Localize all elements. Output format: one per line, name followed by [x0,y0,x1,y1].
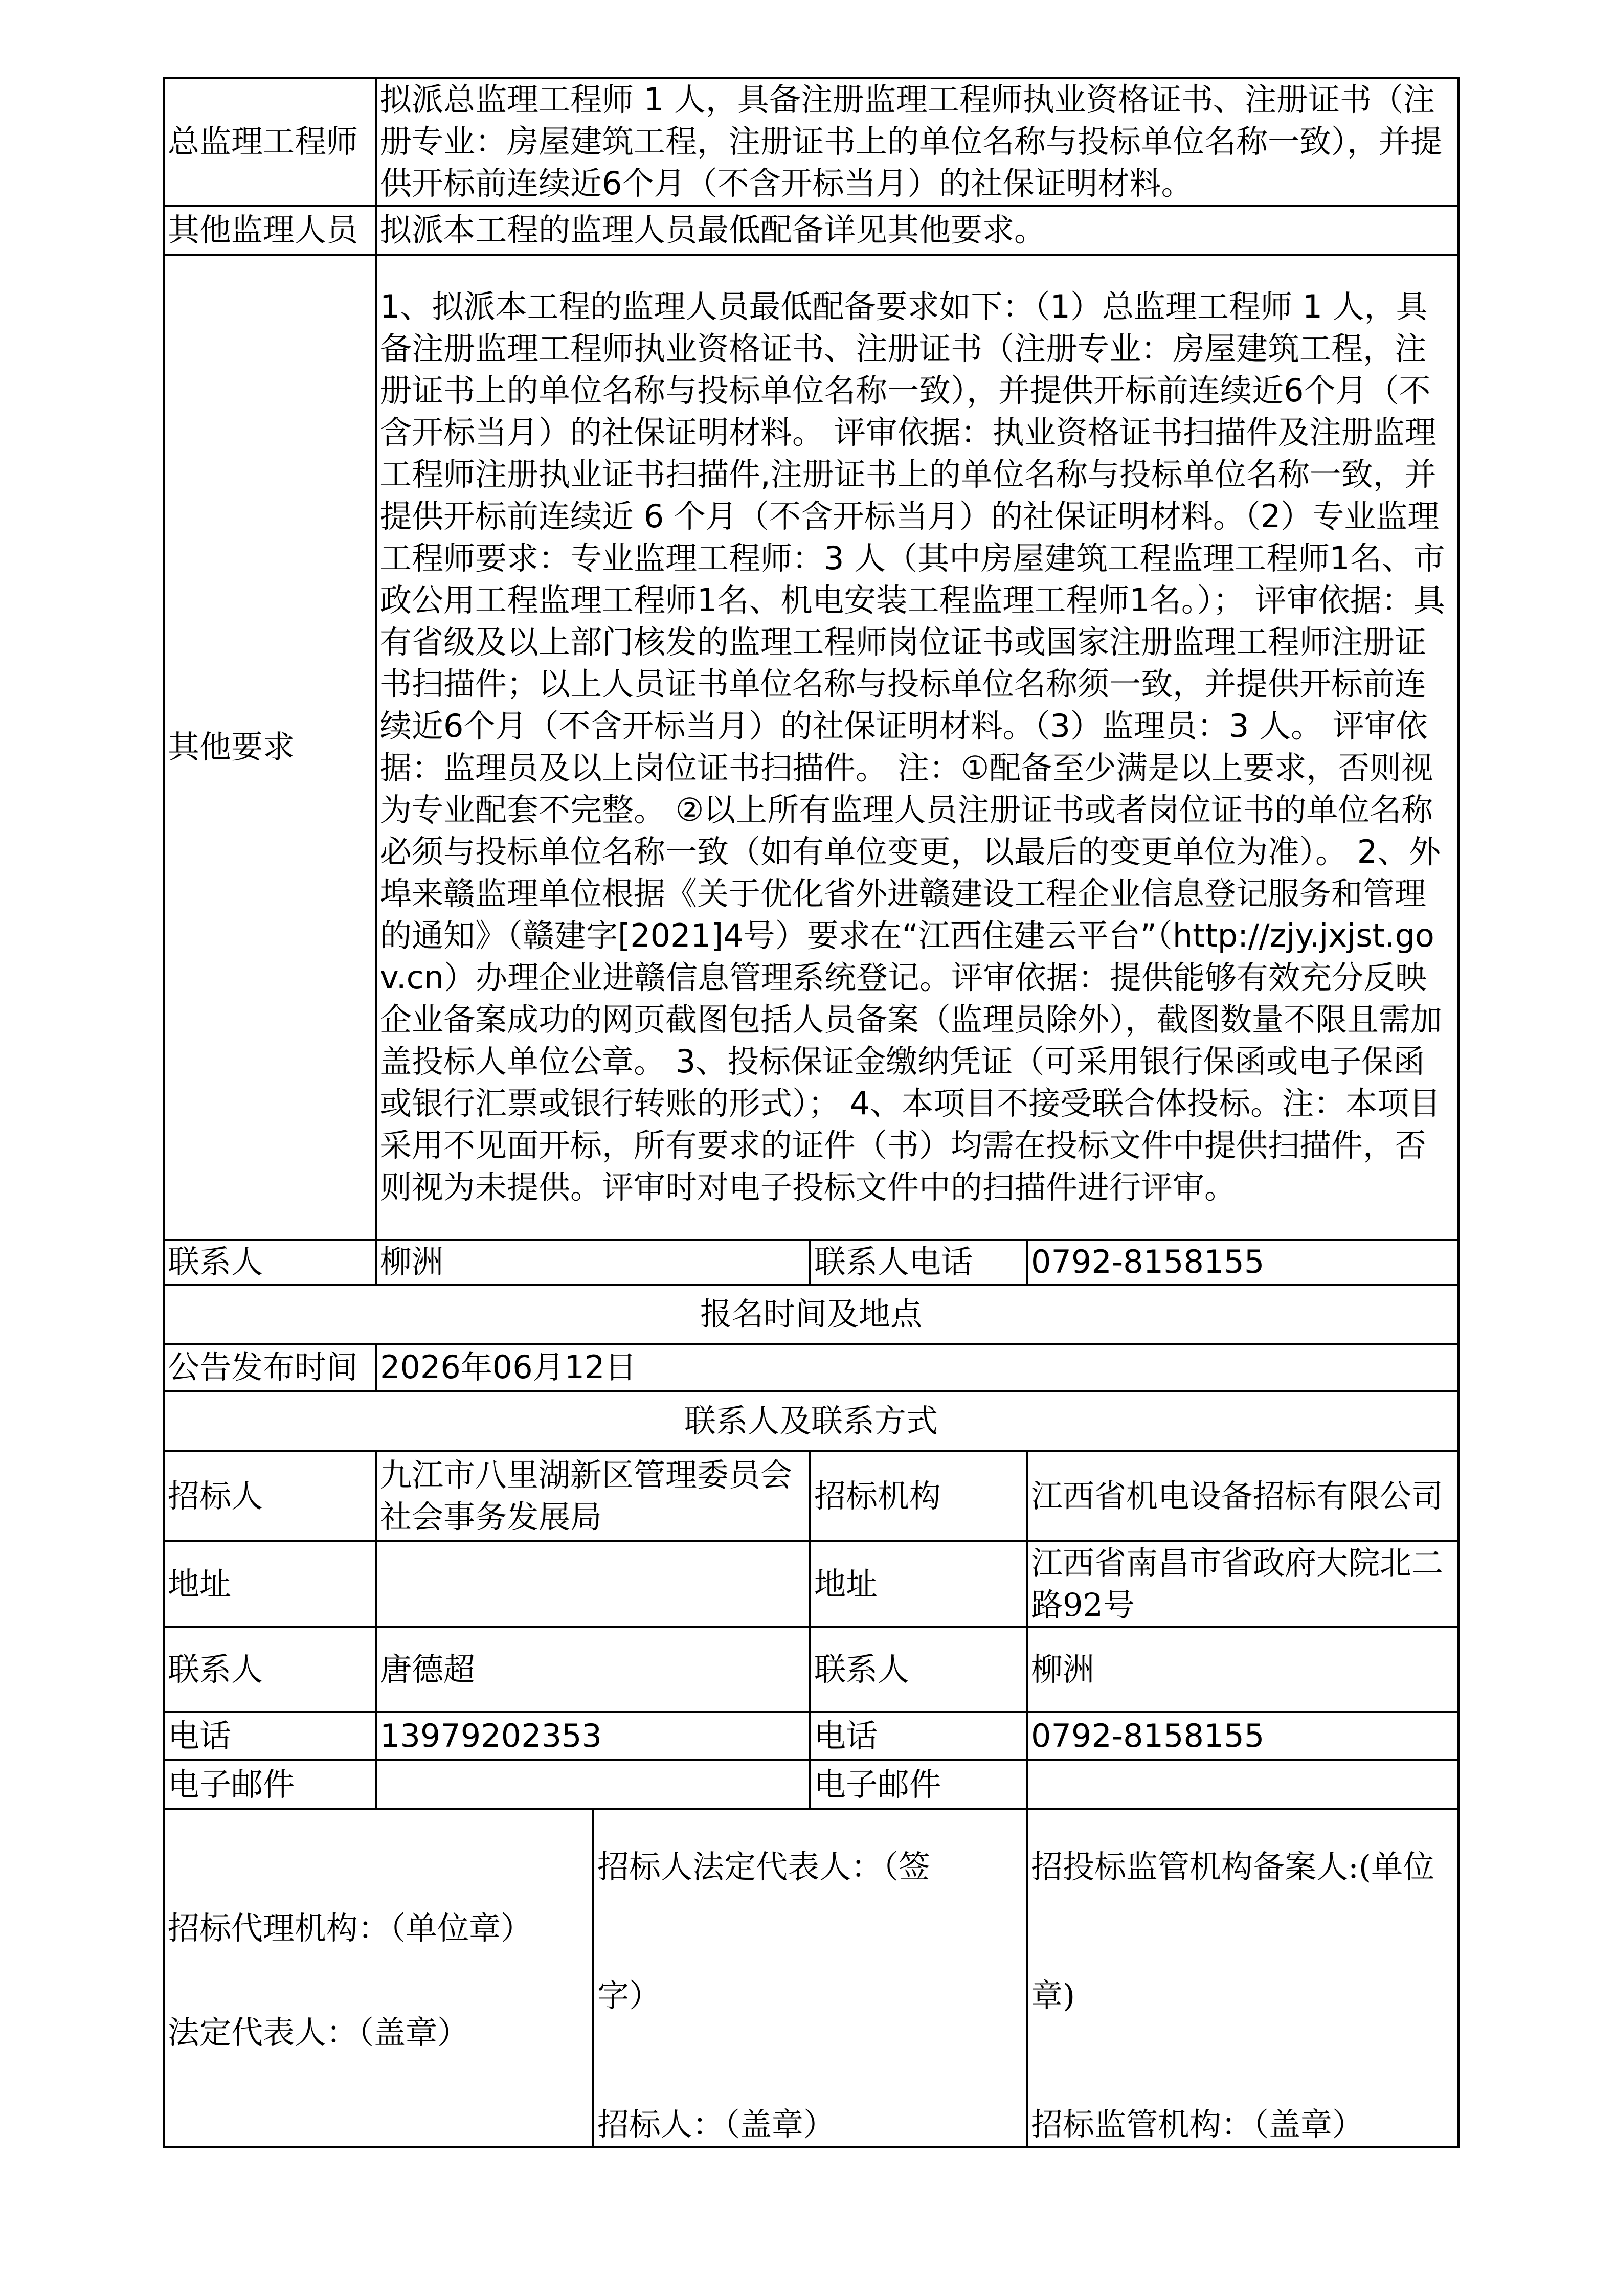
row-contact [164,1240,1458,1285]
publish-time-value: 2026年06月12日 [376,1344,1458,1391]
contact-phone-label: 联系人电话 [810,1240,1027,1285]
row-contacts-heading [164,1391,1458,1451]
registration-heading: 报名时间及地点 [164,1285,1458,1344]
address-value-left [376,1541,810,1627]
row-registration-heading [164,1285,1458,1344]
row-other-requirements [164,255,1458,1240]
tenderer-value: 九江市八里湖新区管理委员会社会事务发展局 [376,1451,810,1541]
phone-label-left: 电话 [164,1712,376,1760]
tenderer-seal-line: 招标人：（盖章） [597,2106,836,2143]
phone-value-right: 0792-8158155 [1027,1712,1458,1760]
row-phone [164,1712,1458,1760]
other-staff-label: 其他监理人员 [164,206,376,255]
other-requirements-label: 其他要求 [164,255,376,1240]
row-publish-time [164,1344,1458,1391]
other-staff-text: 拟派本工程的监理人员最低配备详见其他要求。 [376,206,1458,255]
agency-representative-line: 法定代表人：（盖章） [168,2014,469,2051]
email-value-right [1027,1760,1458,1809]
document-page [163,77,1457,2148]
tenderer-representative-line-2: 字） [597,1977,661,2014]
person-label-right: 联系人 [810,1627,1027,1712]
row-contact-person [164,1627,1458,1712]
person-value-left: 唐德超 [376,1627,810,1712]
contact-label: 联系人 [164,1240,376,1285]
agency-label: 招标机构 [810,1451,1027,1541]
supervision-filer-line: 招投标监管机构备案人:(单位 [1031,1848,1435,1885]
address-value-right: 江西省南昌市省政府大院北二路92号 [1027,1541,1458,1627]
chief-supervisor-label: 总监理工程师 [164,78,376,206]
tenderer-signature-cell [593,1809,1027,2147]
email-label-left: 电子邮件 [164,1760,376,1809]
chief-supervisor-text: 拟派总监理工程师 1 人，具备注册监理工程师执业资格证书、注册证书（注册专业：房屋建筑工程，注册证书上的单位名称与投标单位名称一致），并提供开标前连续近6个月（不含开标当月）的社保证明材料。 [376,78,1458,206]
phone-label-right: 电话 [810,1712,1027,1760]
tenderer-representative-line: 招标人法定代表人：（签 [597,1848,931,1885]
row-other-staff [164,206,1458,255]
email-label-right: 电子邮件 [810,1760,1027,1809]
other-requirements-text: 1、拟派本工程的监理人员最低配备要求如下：（1）总监理工程师 1 人，具备注册监理工程师执业资格证书、注册证书（注册专业：房屋建筑工程，注册证书上的单位名称与投标单位名称一致），并提供开标前连续近6个月（不含开标当月）的社保证明材料。 评审依据：执业资格证书扫描件及注册监理工程师注册执业证书扫描件,注册证书上的单位名称与投标单位名称一致，并提供开标前连续近 6 个月（不含开标当月）的社保证明材料。（2）专业监理工程师要求：专业监理工程师：3 人（其中房屋建筑工程监理工程师1名、市政公用工程监理工程师1名、机电安装工程监理工程师1名。）； 评审依据：具有省级及以上部门核发的监理工程师岗位证书或国家注册监理工程师注册证书扫描件；以上人员证书单位名称与投标单位名称须一致，并提供开标前连续近6个月（不含开标当月）的社保证明材料。（3）监理员：3 人。 评审依据：监理员及以上岗位证书扫描件。 注：①配备至少满是以上要求，否则视为专业配套不完整。 ②以上所有监理人员注册证书或者岗位证书的单位名称必须与投标单位名称一致（如有单位变更，以最后的变更单位为准）。 2、外埠来赣监理单位根据《关于优化省外进赣建设工程企业信息登记服务和管理的通知》（赣建字[2021]4号）要求在“江西住建云平台”（http://zjy.jxjst.gov.cn）办理企业进赣信息管理系统登记。评审依据：提供能够有效充分反映企业备案成功的网页截图包括人员备案（监理员除外），截图数量不限且需加盖投标人单位公章。 3、投标保证金缴纳凭证（可采用银行保函或电子保函或银行汇票或银行转账的形式）； 4、本项目不接受联合体投标。注：本项目采用不见面开标，所有要求的证件（书）均需在投标文件中提供扫描件，否则视为未提供。评审时对电子投标文件中的扫描件进行评审。 [376,255,1458,1240]
address-label-left: 地址 [164,1541,376,1627]
supervision-signature-cell [1027,1809,1458,2147]
agency-seal-line: 招标代理机构：（单位章） [168,1909,533,1947]
row-chief-supervisor [164,78,1458,206]
tender-notice-table [163,77,1460,2148]
contact-phone-value: 0792-8158155 [1027,1240,1458,1285]
agency-signature-cell [164,1809,593,2147]
row-address [164,1541,1458,1627]
person-label-left: 联系人 [164,1627,376,1712]
tenderer-label: 招标人 [164,1451,376,1541]
publish-time-label: 公告发布时间 [164,1344,376,1391]
person-value-right: 柳洲 [1027,1627,1458,1712]
row-signatures [164,1809,1458,2147]
agency-value: 江西省机电设备招标有限公司 [1027,1451,1458,1541]
row-email [164,1760,1458,1809]
email-value-left [376,1760,810,1809]
supervision-seal-line: 招标监管机构：（盖章） [1031,2106,1364,2143]
contacts-heading: 联系人及联系方式 [164,1391,1458,1451]
contact-value: 柳洲 [376,1240,810,1285]
supervision-filer-line-2: 章) [1031,1977,1075,2014]
row-tenderer-agency [164,1451,1458,1541]
address-label-right: 地址 [810,1541,1027,1627]
phone-value-left: 13979202353 [376,1712,810,1760]
